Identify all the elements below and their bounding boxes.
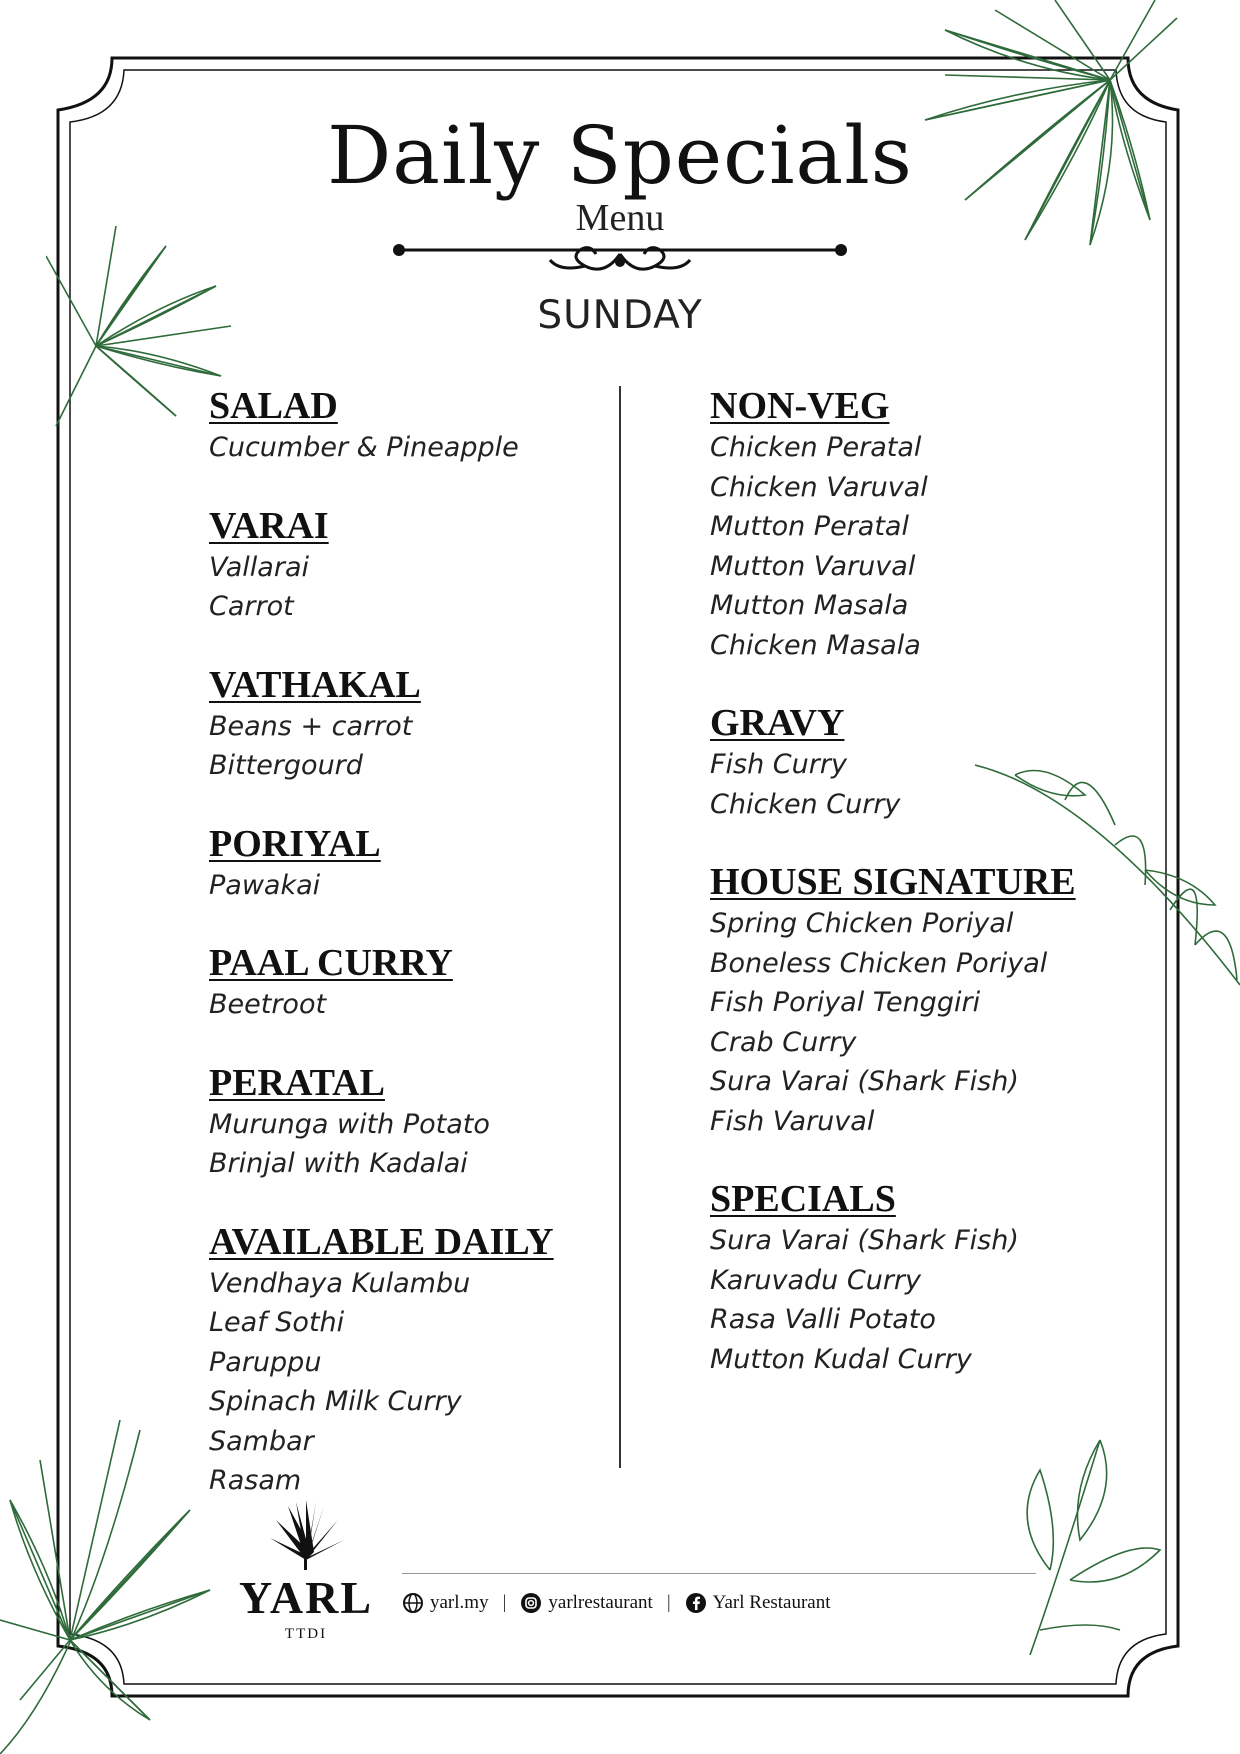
section-items <box>710 1221 1150 1379</box>
section-items <box>209 1105 609 1184</box>
menu-item: Mutton Masala <box>710 590 909 621</box>
menu-item: Mutton Peratal <box>710 511 909 542</box>
section-title: VARAI <box>209 504 329 547</box>
website-text: yarl.my <box>430 1592 489 1613</box>
menu-item: Vendhaya Kulambu <box>209 1267 471 1299</box>
globe-icon <box>402 1592 424 1614</box>
instagram-link[interactable] <box>520 1592 652 1614</box>
section-title: SALAD <box>209 385 338 427</box>
section-items <box>710 745 1150 824</box>
facebook-text: Yarl Restaurant <box>712 1592 831 1613</box>
menu-item: Spinach Milk Curry <box>209 1386 462 1417</box>
menu-item: Sura Varai (Shark Fish) <box>710 1225 1019 1256</box>
instagram-icon <box>520 1592 542 1614</box>
instagram-text: yarlrestaurant <box>548 1592 653 1613</box>
menu-item: Rasa Valli Potato <box>710 1304 936 1335</box>
menu-item: Karuvadu Curry <box>710 1264 922 1296</box>
footer-rule <box>402 1573 1036 1574</box>
menu-item: Chicken Curry <box>710 788 901 820</box>
section-title: VATHAKAL <box>209 663 421 706</box>
facebook-icon <box>685 1592 707 1614</box>
menu-section <box>209 822 609 906</box>
menu-section <box>710 701 1150 824</box>
menu-item: Crab Curry <box>710 1026 857 1058</box>
logo-wordmark: YARL <box>238 1572 374 1623</box>
menu-item: Sambar <box>209 1425 314 1457</box>
menu-item: Chicken Peratal <box>710 432 922 463</box>
menu-section <box>209 504 609 627</box>
section-title: HOUSE SIGNATURE <box>710 861 1076 903</box>
menu-item: Boneless Chicken Poriyal <box>710 947 1048 979</box>
section-title: PORIYAL <box>209 822 381 865</box>
branch-leaf-bottom-right-icon <box>1010 1430 1170 1660</box>
menu-item: Mutton Kudal Curry <box>710 1343 972 1375</box>
menu-item: Fish Varuval <box>710 1105 875 1137</box>
menu-section <box>209 941 609 1025</box>
menu-left-column <box>209 384 609 1537</box>
section-title: PAAL CURRY <box>209 942 453 984</box>
palm-logo-icon <box>266 1500 346 1570</box>
menu-item: Paruppu <box>209 1346 322 1378</box>
palm-leaf-bottom-left-icon <box>0 1420 220 1754</box>
menu-item: Chicken Masala <box>710 629 921 661</box>
menu-item: Fish Curry <box>710 749 847 780</box>
menu-section <box>209 384 609 468</box>
social-links <box>402 1586 831 1620</box>
section-items <box>209 707 609 786</box>
menu-section <box>710 1177 1150 1379</box>
logo-location: TTDI <box>284 1626 328 1642</box>
menu-item: Fish Poriyal Tenggiri <box>710 987 981 1018</box>
section-title: AVAILABLE DAILY <box>209 1220 554 1263</box>
menu-item: Beetroot <box>209 989 327 1020</box>
page-title: Daily Specials <box>327 109 913 202</box>
section-title: PERATAL <box>209 1061 385 1104</box>
menu-section <box>209 1220 609 1501</box>
flourish-divider-icon <box>390 236 850 280</box>
menu-section <box>710 384 1150 665</box>
menu-item: Beans + carrot <box>209 710 413 742</box>
menu-item: Pawakai <box>209 869 321 901</box>
menu-section <box>710 860 1150 1141</box>
menu-item: Murunga with Potato <box>209 1108 490 1140</box>
section-title: NON-VEG <box>710 385 890 427</box>
column-divider <box>619 386 621 1468</box>
section-items <box>209 428 609 468</box>
footer-separator: | <box>666 1592 671 1613</box>
menu-item: Vallarai <box>209 551 309 583</box>
menu-section <box>209 1061 609 1184</box>
menu-section <box>209 663 609 786</box>
facebook-link[interactable] <box>685 1592 831 1614</box>
menu-item: Brinjal with Kadalai <box>209 1148 468 1179</box>
footer-separator: | <box>502 1592 507 1613</box>
website-link[interactable] <box>402 1592 489 1614</box>
section-items <box>710 428 1150 665</box>
section-items <box>209 985 609 1025</box>
section-items <box>710 904 1150 1141</box>
menu-item: Bittergourd <box>209 750 363 781</box>
page-subtitle: Menu <box>575 197 665 239</box>
menu-item: Leaf Sothi <box>209 1307 345 1338</box>
section-title: SPECIALS <box>710 1178 896 1220</box>
menu-item: Spring Chicken Poriyal <box>710 908 1014 939</box>
day-label: SUNDAY <box>537 293 703 338</box>
section-items <box>209 1264 609 1501</box>
restaurant-logo <box>226 1500 386 1643</box>
menu-right-column <box>710 384 1150 1415</box>
section-title: GRAVY <box>710 702 845 744</box>
section-items <box>209 548 609 627</box>
menu-item: Carrot <box>209 591 294 622</box>
menu-item: Cucumber & Pineapple <box>209 432 519 463</box>
menu-item: Sura Varai (Shark Fish) <box>710 1066 1019 1097</box>
section-items <box>209 866 609 906</box>
menu-item: Chicken Varuval <box>710 471 928 503</box>
menu-item: Mutton Varuval <box>710 550 916 582</box>
menu-item: Rasam <box>209 1465 302 1496</box>
